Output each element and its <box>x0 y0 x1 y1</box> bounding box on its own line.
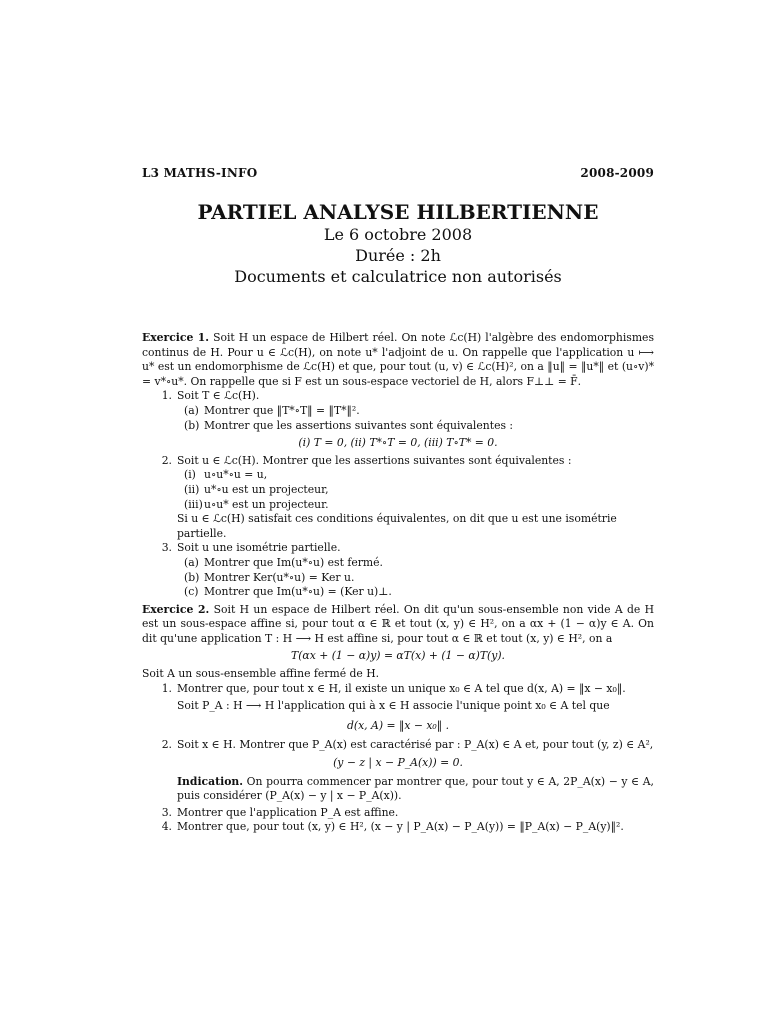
ex2-q1-equation: d(x, A) = ‖x − x₀‖ . <box>346 718 450 732</box>
exam-rules: Documents et calculatrice non autorisés <box>234 267 562 286</box>
question-number: 2. <box>161 453 172 467</box>
ex2-question-1 <box>142 682 654 697</box>
subquestion-label: (a) <box>184 555 199 569</box>
question-text: Soit u ∈ ℒc(H). Montrer que les assertions suivantes sont équivalentes : <box>177 453 572 467</box>
subquestion-text: u*∘u est un projecteur, <box>204 482 329 496</box>
ex2-q2-indication <box>142 775 654 804</box>
exercise-1-text: Soit H un espace de Hilbert réel. On note ℒc(H) l'algèbre des endomorphismes continus de H. Pour u ∈ ℒc(H), on note u* l'adjoint de u. On rappelle que l'application u ⟼ u* est un endomorphisme de ℒc(H) et que, pour tout (u, v) ∈ ℒc(H)², on a ‖u‖ = ‖u*‖ et (u∘v)* = v*∘u*. On rappelle que si F est un sous-espace vectoriel de H, alors F⊥⊥ = F̄. <box>142 331 654 388</box>
ex1-q1-b <box>142 419 654 434</box>
question-text: Montrer que l'application P_A est affine. <box>177 805 399 819</box>
ex1-q1-equivalences: (i) T = 0, (ii) T*∘T = 0, (iii) T∘T* = 0. <box>298 436 498 450</box>
ex1-question-2 <box>142 454 654 469</box>
question-number: 2. <box>161 738 172 752</box>
ex2-q2-equation: (y − z | x − P_A(x)) = 0. <box>333 756 463 770</box>
question-number: 4. <box>161 820 172 834</box>
exercise-2-label: Exercice 2. <box>142 602 210 616</box>
ex2-soit-a: Soit A un sous-ensemble affine fermé de H. <box>142 667 380 681</box>
question-text: Montrer que, pour tout x ∈ H, il existe un unique x₀ ∈ A tel que d(x, A) = ‖x − x₀‖. <box>177 681 626 695</box>
subquestion-label: (b) <box>184 570 200 584</box>
academic-year: 2008-2009 <box>580 166 654 180</box>
subquestion-text: u∘u* est un projecteur. <box>204 497 329 511</box>
ex1-q1-a <box>142 404 654 419</box>
ex1-q2-i <box>142 468 654 483</box>
exam-date: Le 6 octobre 2008 <box>323 225 473 244</box>
question-text: Soit T ∈ ℒc(H). <box>177 389 260 403</box>
ex1-q3-b <box>142 571 654 586</box>
ex2-affine-equation: T(αx + (1 − α)y) = αT(x) + (1 − α)T(y). <box>291 649 505 663</box>
exercise-2-intro <box>142 603 654 647</box>
title-block <box>142 200 654 287</box>
ex1-question-3 <box>142 541 654 556</box>
exercise-1 <box>142 331 654 600</box>
subquestion-text: Montrer que les assertions suivantes sont équivalentes : <box>204 418 514 432</box>
exam-title: PARTIEL ANALYSE HILBERTIENNE <box>197 200 599 224</box>
exercise-1-intro <box>142 331 654 389</box>
indication-label: Indication. <box>177 774 244 788</box>
ex2-question-3 <box>142 806 654 821</box>
exam-duration: Durée : 2h <box>355 246 441 265</box>
ex1-question-1 <box>142 389 654 404</box>
subquestion-label: (c) <box>184 585 199 599</box>
question-text: Montrer que, pour tout (x, y) ∈ H², (x − y | P_A(x) − P_A(y)) = ‖P_A(x) − P_A(y)‖². <box>177 820 624 834</box>
subquestion-text: Montrer que ‖T*∘T‖ = ‖T*‖². <box>204 403 360 417</box>
exam-body <box>142 331 654 835</box>
question-number: 3. <box>161 541 172 555</box>
ex1-q2-conclusion: Si u ∈ ℒc(H) satisfait ces conditions équivalentes, on dit que u est une isométrie partielle. <box>177 512 617 540</box>
subquestion-text: Montrer que Im(u*∘u) est fermé. <box>204 555 383 569</box>
subquestion-text: Montrer que Im(u*∘u) = (Ker u)⊥. <box>204 585 392 599</box>
ex2-q1-definition: Soit P_A : H ⟶ H l'application qui à x ∈ H associe l'unique point x₀ ∈ A tel que <box>177 699 610 713</box>
question-text: Soit x ∈ H. Montrer que P_A(x) est caractérisé par : P_A(x) ∈ A et, pour tout (y, z) ∈ A², <box>177 738 654 752</box>
exercise-1-label: Exercice 1. <box>142 331 209 344</box>
ex2-question-4 <box>142 820 654 835</box>
question-text: Soit u une isométrie partielle. <box>177 541 341 555</box>
subquestion-label: (iii) <box>184 497 203 511</box>
indication-text: On pourra commencer par montrer que, pour tout y ∈ A, 2P_A(x) − y ∈ A, puis considérer (P_A(x) − y | x − P_A(x)). <box>177 774 654 803</box>
subquestion-text: Montrer Ker(u*∘u) = Ker u. <box>204 570 355 584</box>
ex1-q2-iii <box>142 498 654 513</box>
question-number: 1. <box>161 681 172 695</box>
exercise-2 <box>142 603 654 835</box>
course-label: L3 MATHS-INFO <box>142 166 258 180</box>
question-number: 1. <box>161 389 172 403</box>
ex2-question-2 <box>142 738 654 753</box>
exercise-2-text: Soit H un espace de Hilbert réel. On dit qu'un sous-ensemble non vide A de H est un sous-espace affine si, pour tout α ∈ ℝ et tout (x, y) ∈ H², on a αx + (1 − α)y ∈ A. On dit qu'une application T : H ⟶ H est affine si, pour tout α ∈ ℝ et tout (x, y) ∈ H², on a <box>142 602 655 645</box>
ex1-q2-ii <box>142 483 654 498</box>
subquestion-label: (b) <box>184 418 200 432</box>
subquestion-text: u∘u*∘u = u, <box>204 468 268 482</box>
ex1-q3-a <box>142 556 654 571</box>
ex1-q3-c <box>142 585 654 600</box>
subquestion-label: (ii) <box>184 482 200 496</box>
subquestion-label: (a) <box>184 403 199 417</box>
question-number: 3. <box>161 805 172 819</box>
subquestion-label: (i) <box>184 468 196 482</box>
